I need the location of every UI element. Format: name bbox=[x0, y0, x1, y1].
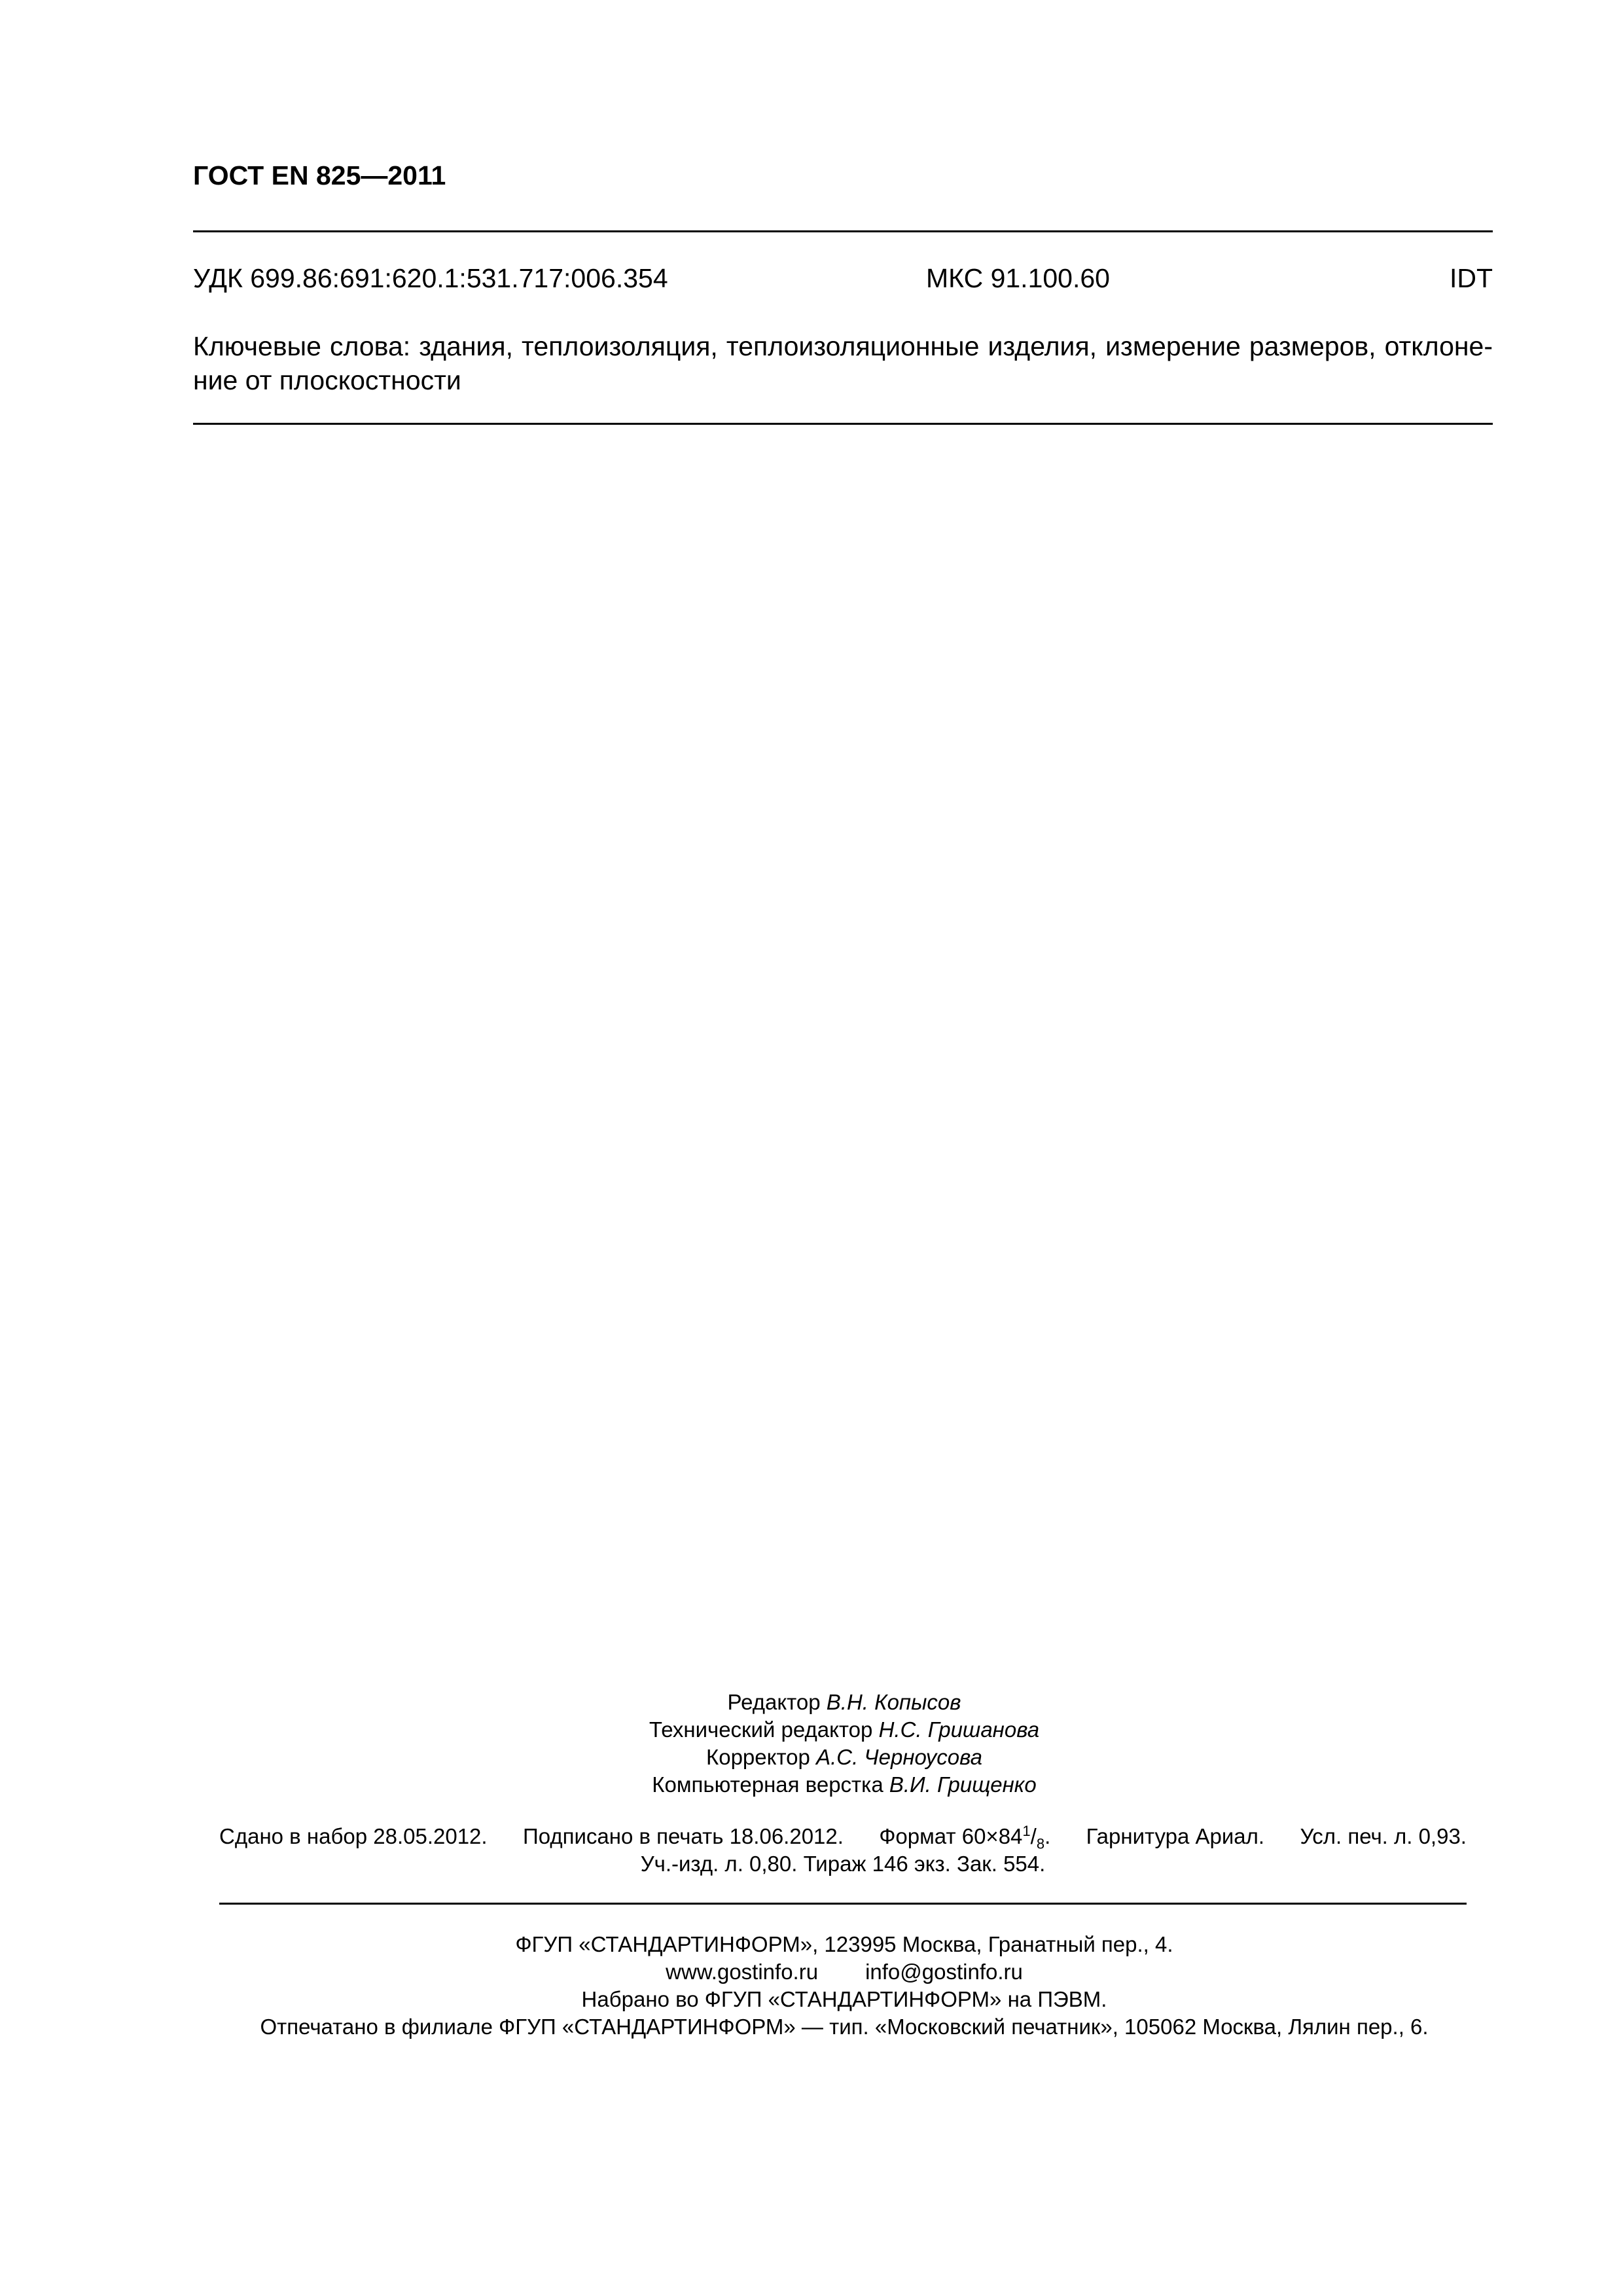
paper-format: Формат $60\times 84^1/_8$. bbox=[879, 1823, 1051, 1852]
typeface: Гарнитура Ариал. bbox=[1086, 1824, 1265, 1848]
credit-role: Компьютерная верстка bbox=[652, 1772, 883, 1797]
email-link: info@gostinfo.ru bbox=[865, 1960, 1023, 1984]
publisher-address: ФГУП «СТАНДАРТИНФОРМ», 123995 Москва, Гранатный пер., 4. bbox=[515, 1932, 1173, 1956]
top-divider bbox=[193, 230, 1493, 232]
credit-tech-editor bbox=[196, 1716, 1492, 1744]
document-code: ГОСТ EN 825—2011 bbox=[193, 160, 446, 190]
udk-code: УДК 699.86:691:620.1:531.717:006.354 bbox=[193, 263, 668, 293]
website-link: www.gostinfo.ru bbox=[666, 1960, 819, 1984]
publisher-footer bbox=[196, 1931, 1492, 2041]
classification-row bbox=[193, 263, 1493, 302]
credit-name: Н.С. Гришанова bbox=[878, 1717, 1040, 1742]
keywords-line-1: Ключевые слова: здания, теплоизоляция, теплоизоляционные изделия, измерение размеров, отклоне- bbox=[193, 331, 1493, 361]
credit-name: А.С. Черноусова bbox=[816, 1745, 982, 1769]
typeset-note: Набрано во ФГУП «СТАНДАРТИНФОРМ» на ПЭВМ. bbox=[581, 1987, 1107, 2011]
credits-block bbox=[196, 1689, 1492, 1799]
publication-line-2: Уч.-изд. л. 0,80. Тираж 146 экз. Зак. 554. bbox=[640, 1852, 1046, 1876]
credit-role: Технический редактор bbox=[649, 1717, 873, 1742]
credit-role: Редактор bbox=[727, 1690, 821, 1714]
keywords-block bbox=[193, 329, 1493, 397]
keywords-divider bbox=[193, 423, 1493, 425]
credit-name: В.Н. Копысов bbox=[826, 1690, 961, 1714]
printed-note: Отпечатано в филиале ФГУП «СТАНДАРТИНФОРМ» — тип. «Московский печатник», 105062 Москва, Лялин пер., 6. bbox=[260, 2015, 1429, 2039]
mks-code: МКС 91.100.60 bbox=[926, 263, 1110, 293]
idt-label: IDT bbox=[1449, 263, 1493, 293]
credit-editor bbox=[196, 1689, 1492, 1716]
credit-layout bbox=[196, 1771, 1492, 1799]
credit-role: Корректор bbox=[706, 1745, 810, 1769]
contact-line bbox=[196, 1958, 1492, 1986]
footer-divider bbox=[219, 1903, 1467, 1905]
credit-name: В.И. Грищенко bbox=[889, 1772, 1037, 1797]
keywords-line-2: ние от плоскостности bbox=[193, 365, 461, 395]
submitted-date: Сдано в набор 28.05.2012. bbox=[219, 1824, 488, 1848]
publication-info bbox=[219, 1823, 1467, 1878]
signed-date: Подписано в печать 18.06.2012. bbox=[522, 1824, 844, 1848]
print-sheets: Усл. печ. л. 0,93. bbox=[1300, 1824, 1467, 1848]
publication-line-1 bbox=[219, 1823, 1467, 1850]
credit-corrector bbox=[196, 1744, 1492, 1771]
